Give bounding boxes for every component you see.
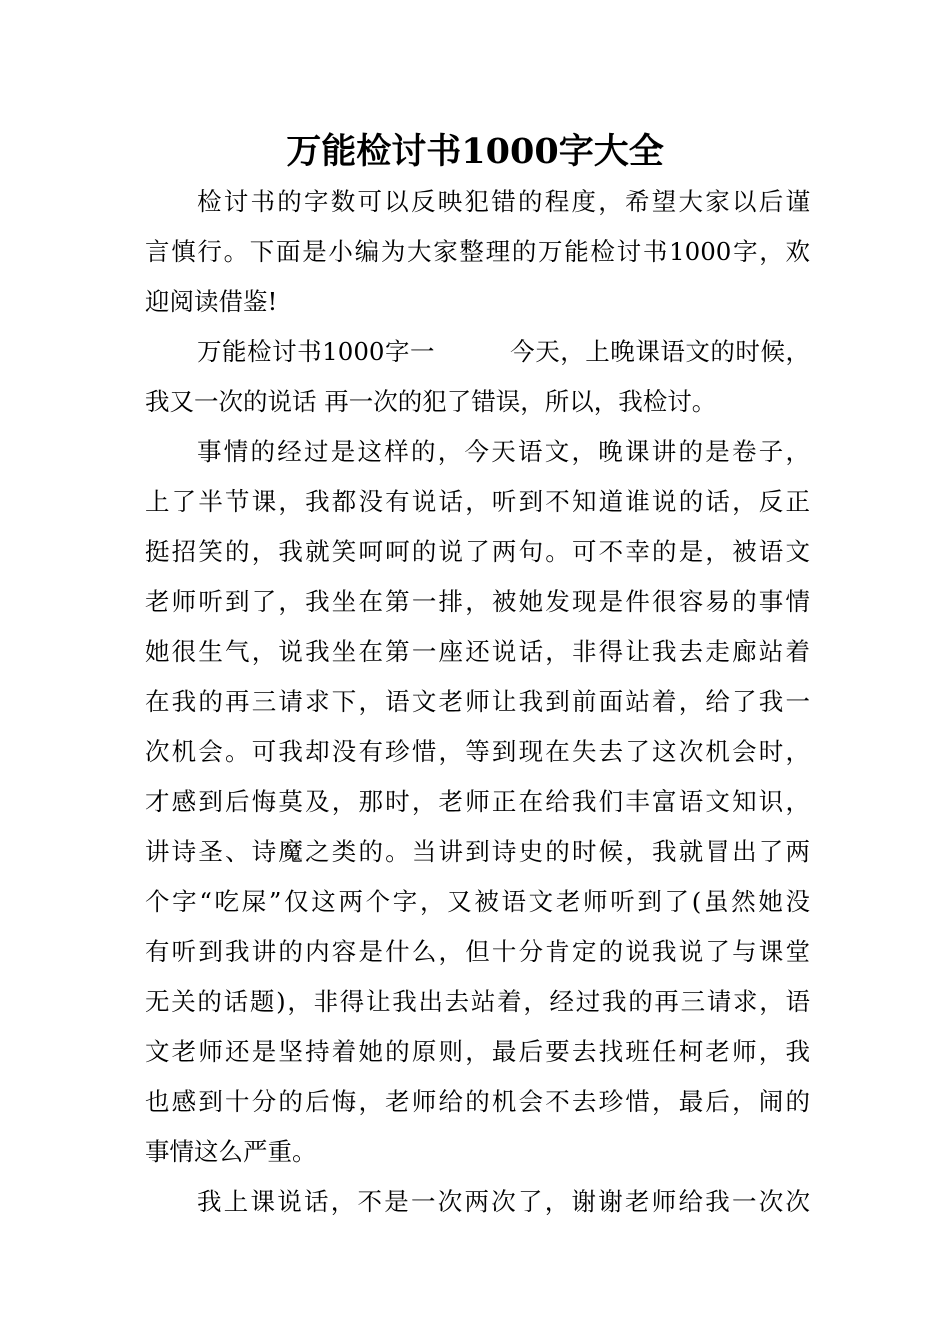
paragraph-line: 检讨书的字数可以反映犯错的程度，希望大家以后谨 [197, 187, 810, 216]
paragraph-line: 次机会。可我却没有珍惜，等到现在失去了这次机会时， [145, 737, 810, 766]
paragraph-line: 她很生气，说我坐在第一座还说话，非得让我去走廊站着 [145, 637, 810, 666]
paragraph-line: 老师听到了，我坐在第一排，被她发现是件很容易的事情 [145, 587, 810, 616]
paragraph-line: 迎阅读借鉴! [145, 287, 278, 316]
paragraph-line: 言慎行。下面是小编为大家整理的万能检讨书1000字，欢 [145, 237, 810, 266]
paragraph-line: 无关的话题)，非得让我出去站着，经过我的再三请求，语 [145, 987, 810, 1016]
paragraph-line: 也感到十分的后悔，老师给的机会不去珍惜，最后，闹的 [145, 1087, 810, 1116]
paragraph-line: 万能检讨书1000字一 今天，上晚课语文的时候， [197, 337, 810, 366]
paragraph-line: 文老师还是坚持着她的原则，最后要去找班任柯老师，我 [145, 1037, 810, 1066]
paragraph-line: 个字“吃屎”仅这两个字，又被语文老师听到了(虽然她没 [145, 887, 810, 916]
paragraph-line: 才感到后悔莫及，那时，老师正在给我们丰富语文知识， [145, 787, 810, 816]
paragraph-line: 上了半节课，我都没有说话，听到不知道谁说的话，反正 [145, 487, 810, 516]
paragraph-line: 事情的经过是这样的，今天语文，晚课讲的是卷子， [197, 437, 810, 466]
paragraph-line: 事情这么严重。 [145, 1137, 317, 1166]
paragraph-line: 挺招笑的，我就笑呵呵的说了两句。可不幸的是，被语文 [145, 537, 810, 566]
document-title: 万能检讨书1000字大全 [286, 131, 664, 172]
paragraph-line: 有听到我讲的内容是什么，但十分肯定的说我说了与课堂 [145, 937, 810, 966]
paragraph-line: 我又一次的说话 再一次的犯了错误，所以，我检讨。 [145, 387, 717, 416]
paragraph-line: 在我的再三请求下，语文老师让我到前面站着，给了我一 [145, 687, 810, 716]
paragraph-line: 我上课说话，不是一次两次了，谢谢老师给我一次次 [197, 1187, 810, 1216]
paragraph-line: 讲诗圣、诗魔之类的。当讲到诗史的时候，我就冒出了两 [145, 837, 810, 866]
